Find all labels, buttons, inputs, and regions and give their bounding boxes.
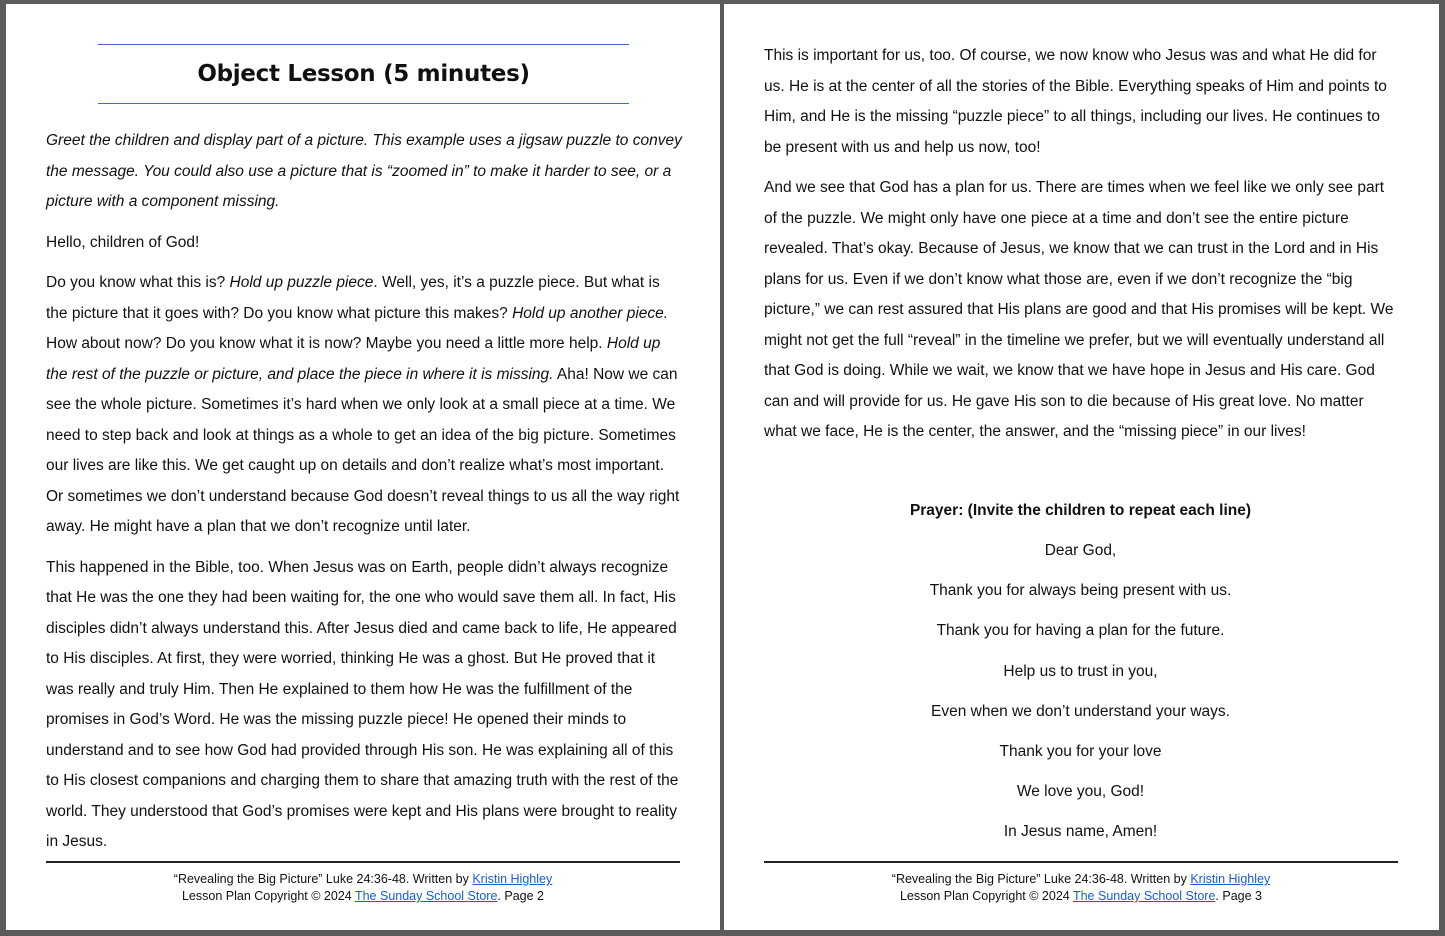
lesson-body-right [764,41,1396,458]
instruction-text: Greet the children and display part of a picture. This example uses a jigsaw puzzle to convey the message. You could also use a picture that is “zoomed in” to make it harder to see, or a picture with a component missing. [46,132,682,210]
footer-copyright-text: Lesson Plan Copyright © 2024 [181,889,355,903]
script-text: How about now? Do you know what it is now? Maybe you need a little more help. [46,335,607,352]
paragraph [46,268,682,543]
prayer-line: Thank you for having a plan for the future. [936,622,1225,640]
author-link[interactable]: Kristin Highley [472,872,553,886]
page-number: . Page 3 [1215,889,1262,903]
prayer-line: Dear God, [1044,542,1117,559]
script-text: This happened in the Bible, too. When Jesus was on Earth, people didn’t always recognize that He was the one they had been waiting for, the one who would save them all. In fact, His disciples didn’t always understand this. After Jesus died and came back to life, He appeared to His disciples. At first, they were worried, thinking He was a ghost. But He proved that it was really and truly Him. Then He explained to them how He was the fulfillment of the promises in God’s Word. He was the missing puzzle piece! He opened their minds to understand and to see how God had provided through His son. He was explaining all of this to His closest companions and charging them to share that amazing truth with the rest of the world. They understood that God’s promises were kept and His plans were brought to reality in Jesus. [46,558,679,850]
lesson-body-left [46,126,682,868]
footer-copyright-text: Lesson Plan Copyright © 2024 [899,889,1073,903]
footer-credit-text: “Revealing the Big Picture” Luke 24:36-48. Written by [891,872,1191,886]
prayer-line: Help us to trust in you, [1003,662,1158,680]
prayer-heading: Prayer: (Invite the children to repeat each line) [909,502,1252,519]
page-2 [6,4,720,930]
footer-line-1 [46,871,680,888]
footer-line-2 [46,888,680,905]
prayer-line: In Jesus name, Amen! [1003,823,1158,841]
page-footer [46,871,680,905]
title-rule-bottom [98,103,629,104]
page-footer [764,871,1398,905]
store-link[interactable]: The Sunday School Store [1072,889,1216,903]
prayer-section [764,499,1397,861]
script-text: Aha! Now we can see the whole picture. Sometimes it’s hard when we only look at a small piece at a time. We need to step back and look at things as a whole to get an idea of the big picture. Sometimes our lives are like this. We get caught up on details and don’t realize what’s most important. Or sometimes we don’t understand because God doesn’t reveal things to us all the way right away. He might have a plan that we don’t recognize until later. [46,365,680,535]
footer-credit-text: “Revealing the Big Picture” Luke 24:36-48. Written by [173,872,473,886]
instruction-text: Hold up the rest of the puzzle or picture, and place the piece in where it is missing. [46,335,661,383]
store-link[interactable]: The Sunday School Store [354,889,498,903]
page-title: Object Lesson (5 minutes) [197,61,530,87]
footer-line-1 [764,871,1398,888]
script-text: This is important for us, too. Of course, we now know who Jesus was and what He did for us. He is at the center of all the stories of the Bible. Everything speaks of Him and points to Him, and He is the missing “puzzle piece” to all things, including our lives. He continues to be present with us and help us now, too! [764,47,1387,156]
paragraph [764,173,1396,448]
paragraph [46,126,682,218]
script-text: Do you know what this is? [46,274,230,291]
script-text: Hello, children of God! [46,233,200,251]
footer-line-2 [764,888,1398,905]
page-3 [724,4,1439,930]
author-link[interactable]: Kristin Highley [1190,872,1271,886]
paragraph [764,41,1396,163]
prayer-line: Thank you for your love [999,742,1162,760]
instruction-text: Hold up another piece. [512,304,669,322]
page-number: . Page 2 [497,889,544,903]
footer-rule [764,861,1398,863]
script-text: . Well, yes, it’s a puzzle piece. But what is the picture that it goes with? Do you know what picture this makes? [46,274,660,322]
prayer-line: Even when we don’t understand your ways. [931,702,1230,720]
footer-rule [46,861,680,863]
instruction-text: Hold up puzzle piece [229,274,374,291]
prayer-line: Thank you for always being present with us. [929,582,1232,600]
prayer-line: We love you, God! [1016,783,1145,801]
paragraph [46,228,682,259]
script-text: And we see that God has a plan for us. There are times when we feel like we only see part of the puzzle. We might only have one piece at a time and don’t see the entire picture revealed. That’s okay. Because of Jesus, we know that we can trust in the Lord and in His plans for us. Even if we don’t know what those are, even if we don’t recognize the “big picture,” we can rest assured that His plans are good and that His promises will be kept. We might not get the full “reveal” in the timeline we prefer, but we will eventually understand all that God is doing. While we wait, we know that we have hope in Jesus and His care. God can and will provide for us. He gave His son to die because of His great love. No matter what we face, He is the center, the answer, and the “missing piece” in our lives! [764,179,1394,440]
title-block [98,44,629,104]
paragraph [46,553,682,858]
